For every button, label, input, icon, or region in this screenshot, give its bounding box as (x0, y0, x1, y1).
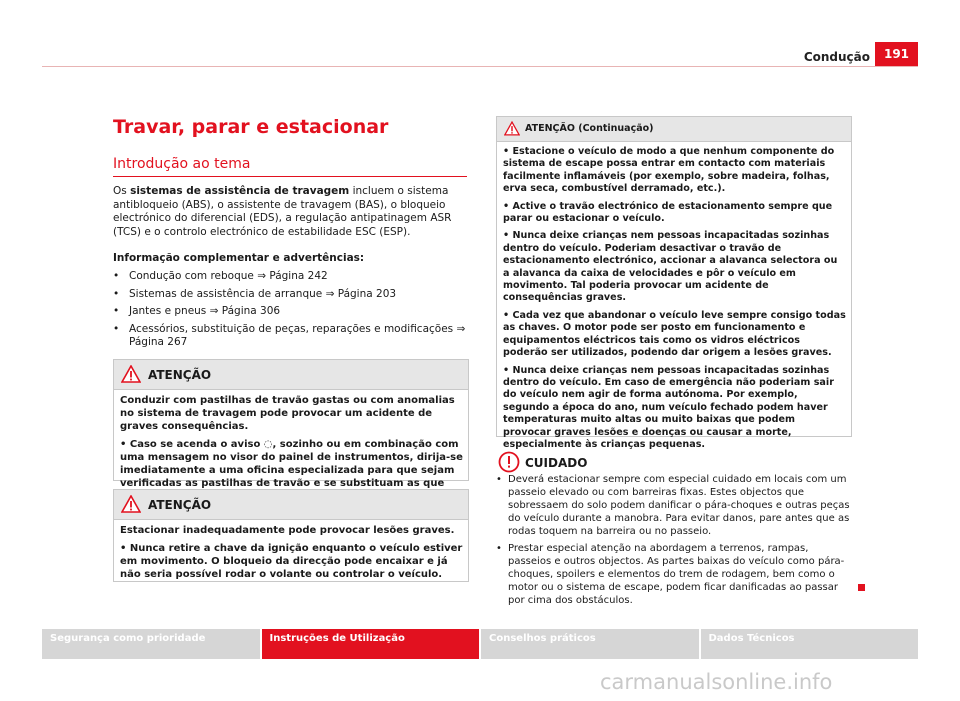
warning-label: ATENÇÃO (148, 368, 212, 382)
info-item: • Jantes e pneus ⇒ Página 306 (113, 305, 469, 319)
intro-text-end: incluem o sistema antibloqueio (ABS), o assistente de travagem (BAS), o bloqueio electrónico do diferencial (EDS), a regulação antipatinagem ASR (TCS) e o controlo electrónico de estabilidade ESC (ESP). (113, 185, 452, 238)
page-number: 191 (875, 42, 918, 66)
warning-triangle-icon (504, 121, 520, 136)
tab-practical-tips[interactable]: Conselhos práticos (481, 629, 699, 659)
warning-box-header (114, 360, 468, 390)
section-subheading: Introdução ao tema (113, 156, 251, 172)
warning-box-body (497, 142, 851, 460)
header-rule (42, 66, 918, 67)
warning-box-brake-pads (113, 359, 469, 489)
warning-paragraph: • Nunca retire a chave da ignição enquanto o veículo estiver em movimento. O bloqueio da direcção pode encaixar e já não seria possível rodar o volante ou controlar o veículo. (120, 543, 463, 580)
watermark: carmanualsonline.info (600, 670, 833, 694)
intro-text-bold: sistemas de assistência de travagem (130, 185, 350, 197)
subheading-rule (113, 176, 467, 177)
tab-safety[interactable]: Segurança como prioridade (42, 629, 260, 659)
info-item: • Sistemas de assistência de arranque ⇒ Página 203 (113, 288, 469, 302)
warning-triangle-icon (121, 365, 141, 383)
info-list (113, 270, 469, 354)
warning-paragraph: • Nunca deixe crianças nem pessoas incapacitadas sozinhas dentro do veículo. Em caso de emergência não poderiam sair do veículo nem agir de forma autónoma. Por exemplo, segundo a época do ano, num veículo fechado podem haver temperaturas muito altas ou muito baixas que podem provocar graves lesões e doenças ou causar a morte, especialmente às crianças pequenas. (503, 364, 834, 450)
warning-paragraph: • Nunca deixe crianças nem pessoas incapacitadas sozinhas dentro do veículo. Poderiam desactivar o travão de estacionamento electrónico, accionar a alavanca selectora ou a alavanca da caixa de velocidades e pôr o veículo em movimento. Tal poderia provocar um acidente de consequências graves. (503, 230, 838, 304)
info-item: • Acessórios, substituição de peças, reparações e modificações ⇒ Página 267 (113, 323, 469, 350)
warning-box-body (114, 520, 468, 590)
warning-paragraph: • Active o travão electrónico de estacionamento sempre que parar ou estacionar o veículo. (503, 200, 833, 225)
info-title: Informação complementar e advertências: (113, 252, 365, 264)
section-heading: Travar, parar e estacionar (113, 116, 389, 138)
warning-label: ATENÇÃO (Continuação) (525, 123, 654, 134)
warning-label: ATENÇÃO (148, 498, 212, 512)
footer-nav (42, 629, 918, 659)
warning-paragraph: Conduzir com pastilhas de travão gastas ou com anomalias no sistema de travagem pode provocar um acidente de graves consequências. (120, 395, 455, 432)
intro-paragraph (113, 185, 469, 239)
intro-text-start: Os (113, 185, 131, 197)
tab-technical-data[interactable]: Dados Técnicos (701, 629, 919, 659)
caution-circle-icon (498, 451, 520, 473)
section-end-marker (858, 584, 865, 591)
warning-box-header (497, 117, 851, 142)
info-item: • Condução com reboque ⇒ Página 242 (113, 270, 469, 284)
warning-box-header (114, 490, 468, 520)
warning-box-parking (113, 489, 469, 582)
tab-operating-instructions[interactable]: Instruções de Utilização (262, 629, 480, 659)
warning-triangle-icon (121, 495, 141, 513)
warning-paragraph: • Cada vez que abandonar o veículo leve sempre consigo todas as chaves. O motor pode ser posto em funcionamento e equipamentos eléctricos tais como os vidros eléctricos poderão ser utilizados, podendo dar origem a lesões graves. (503, 309, 846, 359)
header-title: Condução (803, 50, 870, 64)
warning-paragraph: • Estacione o veículo de modo a que nenhum componente do sistema de escape possa entrar em contacto com materiais facilmente inflamáveis (por exemplo, sobre madeira, folhas, erva seca, combustível derramado, etc.). (503, 146, 835, 195)
caution-item: • Prestar especial atenção na abordagem a terrenos, rampas, passeios e outros objectos. As partes baixas do veículo como pára-choques, spoilers e elementos do trem de rodagem, bem como o motor ou o sistema de escape, podem ficar danificadas ao passar por cima dos obstáculos. (496, 542, 852, 607)
caution-item: • Deverá estacionar sempre com especial cuidado em locais com um passeio elevado ou com barreiras fixas. Estes objectos que sobressaem do solo podem danificar o pára-choques e outras peças do veículo durante a manobra. Para evitar danos, pare antes que as rodas toquem na barreira ou no passeio. (496, 473, 852, 538)
caution-label: CUIDADO (525, 456, 588, 470)
warning-paragraph: Estacionar inadequadamente pode provocar lesões graves. (120, 525, 455, 536)
caution-list (496, 473, 852, 611)
warning-box-continuation (496, 116, 852, 450)
warning-paragraph: • Caso se acenda o aviso ◌, sozinho ou em combinação com uma mensagem no visor do painel de instrumentos, dirija-se imediatamente a uma oficina especializada para que sejam verificadas as pastilhas de travão e se substituam as que (120, 439, 463, 489)
